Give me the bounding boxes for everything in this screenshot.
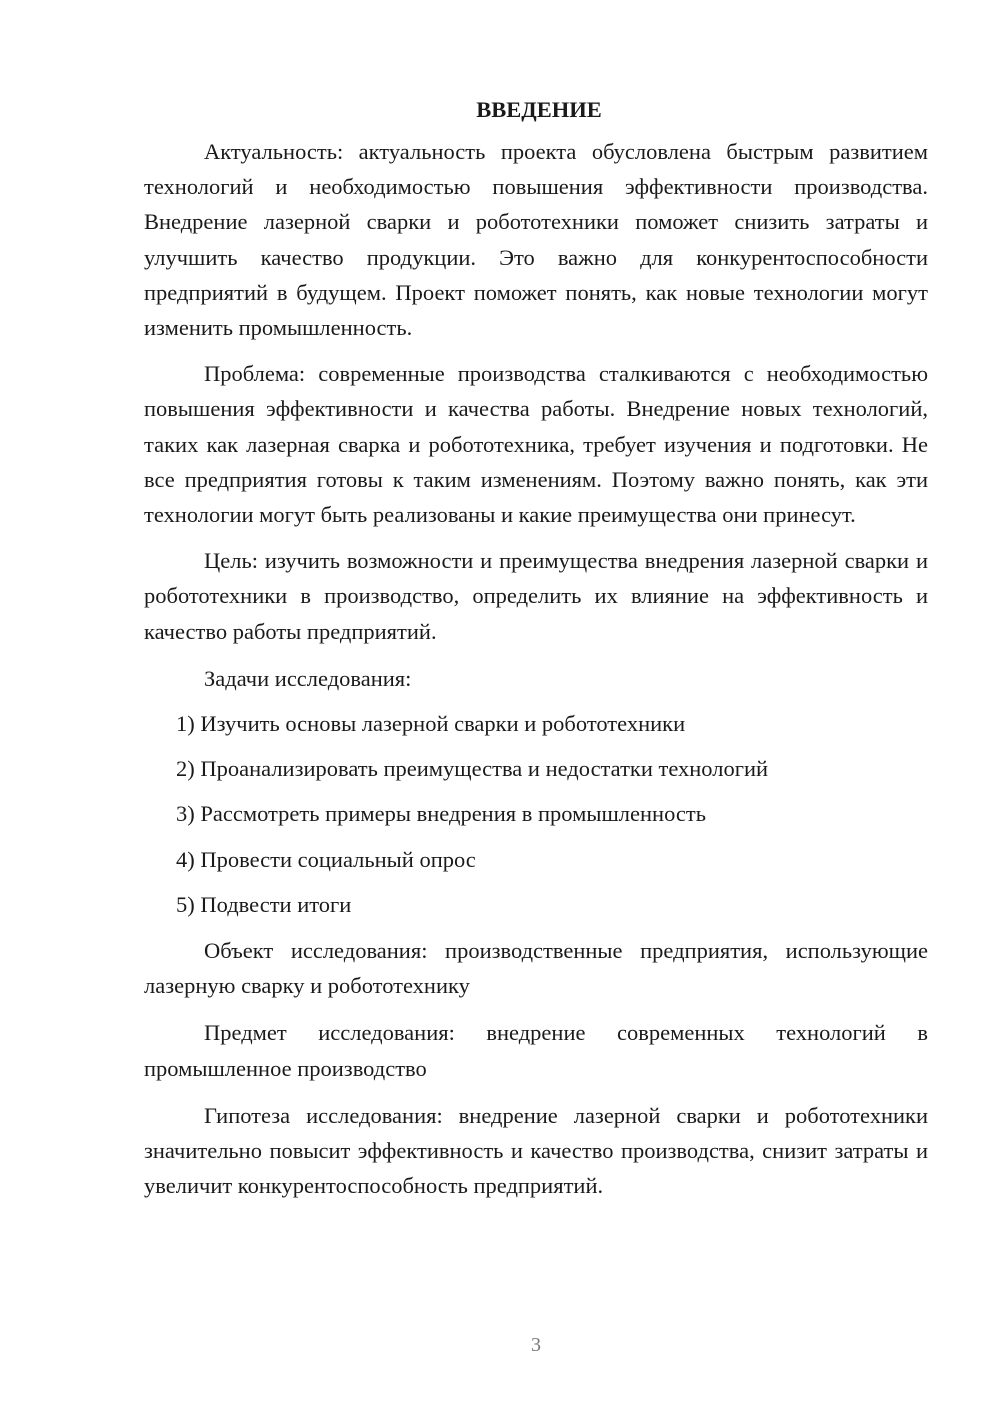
section-heading: ВВЕДЕНИЕ xyxy=(476,97,602,122)
task-item: 4) Провести социальный опрос xyxy=(176,846,476,872)
paragraph-problem: Проблема: современные производства сталкиваются с необходимостью повышения эффективности и качества работы. Внедрение новых технологий, таких как лазерная сварка и робототехника, требует изучения и подготовки. Не все предприятия готовы к таким изменениям. Поэтому важно понять, как эти технологии могут быть реализованы и какие преимущества они принесут. xyxy=(144,361,928,528)
page-number: 3 xyxy=(531,1334,541,1356)
task-item: 5) Подвести итоги xyxy=(176,891,352,917)
paragraph-subject: Предмет исследования: внедрение современных технологий в промышленное производство xyxy=(144,1020,928,1081)
tasks-title: Задачи исследования: xyxy=(204,665,412,691)
paragraph-goal: Цель: изучить возможности и преимущества внедрения лазерной сварки и робототехники в производство, определить их влияние на эффективность и качество работы предприятий. xyxy=(144,548,928,644)
paragraph-object: Объект исследования: производственные предприятия, использующие лазерную сварку и робототехнику xyxy=(144,938,928,999)
tasks-list xyxy=(144,706,928,922)
task-item: 3) Рассмотреть примеры внедрения в промышленность xyxy=(176,801,706,827)
paragraph-relevance: Актуальность: актуальность проекта обусловлена быстрым развитием технологий и необходимостью повышения эффективности производства. Внедрение лазерной сварки и робототехники поможет снизить затраты и улучшить качество продукции. Это важно для конкурентоспособности предприятий в будущем. Проект поможет понять, как новые технологии могут изменить промышленность. xyxy=(144,139,928,341)
task-item: 2) Проанализировать преимущества и недостатки технологий xyxy=(176,756,769,782)
page-content xyxy=(144,96,928,1203)
task-item: 1) Изучить основы лазерной сварки и робототехники xyxy=(176,711,686,737)
paragraph-hypothesis: Гипотеза исследования: внедрение лазерной сварки и робототехники значительно повысит эффективность и качество производства, снизит затраты и увеличит конкурентоспособность предприятий. xyxy=(144,1102,928,1199)
